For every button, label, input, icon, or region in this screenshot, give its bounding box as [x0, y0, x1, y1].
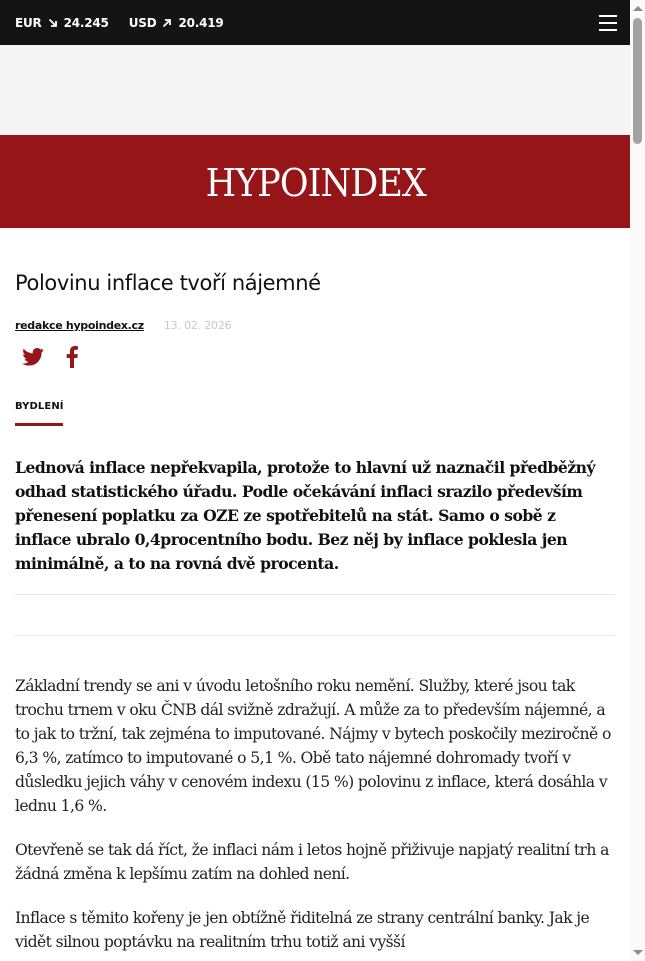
facebook-icon[interactable]: [66, 346, 78, 373]
category-label[interactable]: BYDLENÍ: [15, 401, 64, 412]
share-buttons: [15, 347, 615, 371]
rate-usd: [129, 16, 224, 30]
paragraph: Základní trendy se ani v úvodu letošního roku nemění. Služby, které jsou tak trochu trnem v oku ČNB dál svižně zdražují. A může za to především nájemné, a to jak to tržní, tak zejména to imputované. Nájmy v bytech poskočily meziročně o 6,3 %, zatímco to imputované o 5,1 %. Obě tato nájemné dohromady tvoří v důsledku jejich váhy v cenovém indexu (15 %) polovinu z inflace, která dosáhla v lednu 1,6 %.: [15, 677, 611, 815]
brand-header: [0, 135, 630, 228]
scrollbar-thumb[interactable]: [633, 18, 642, 144]
article-title: Polovinu inflace tvoří nájemné: [15, 271, 321, 295]
scroll-down-arrow-icon[interactable]: [633, 950, 643, 955]
article-perex: Lednová inflace nepřekvapila, protože to hlavní už naznačil předběžný odhad statistického úřadu. Podle očekávání inflaci srazilo především přenesení poplatku za OZE ze spotřebitelů na stát. Samo o sobě z inflace ubralo 0,4procentního bodu. Bez něj by inflace poklesla jen minimálně, a to na rovná dvě procenta.: [15, 456, 615, 595]
rate-eur: [15, 16, 109, 30]
hamburger-menu-icon[interactable]: [599, 15, 617, 31]
author-link[interactable]: redakce hypoindex.cz: [15, 319, 144, 332]
inline-ad-slot: [15, 595, 615, 636]
article-meta: [15, 319, 615, 332]
paragraph: Otevřeně se tak dá říct, že inflaci nám i letos hojně přiživuje napjatý realitní trh a žádná změna k lepšímu zatím na dohled není.: [15, 841, 609, 883]
currency-label: EUR: [15, 15, 42, 30]
ad-banner-space: [0, 45, 630, 135]
category-underline: [15, 423, 63, 426]
arrow-down-right-icon: [48, 18, 58, 28]
article: [0, 268, 630, 954]
site-logo[interactable]: HYPOINDEX: [205, 160, 427, 205]
currency-value: 24.245: [63, 15, 109, 30]
currency-label: USD: [128, 15, 157, 30]
twitter-icon[interactable]: [22, 348, 44, 371]
publish-date: 13. 02. 2026: [163, 319, 232, 332]
arrow-up-right-icon: [162, 18, 172, 28]
currency-value: 20.419: [178, 15, 224, 30]
currency-topbar: [0, 0, 630, 45]
paragraph: Inflace s těmito kořeny je jen obtížně řiditelná ze strany centrální banky. Jak je vidět silnou poptávku na realitním trhu totiž ani vyšší: [15, 909, 590, 951]
category-tag[interactable]: [15, 401, 64, 426]
article-body: [15, 674, 615, 954]
scroll-up-arrow-icon[interactable]: [633, 6, 643, 11]
vertical-scrollbar[interactable]: [630, 0, 645, 961]
